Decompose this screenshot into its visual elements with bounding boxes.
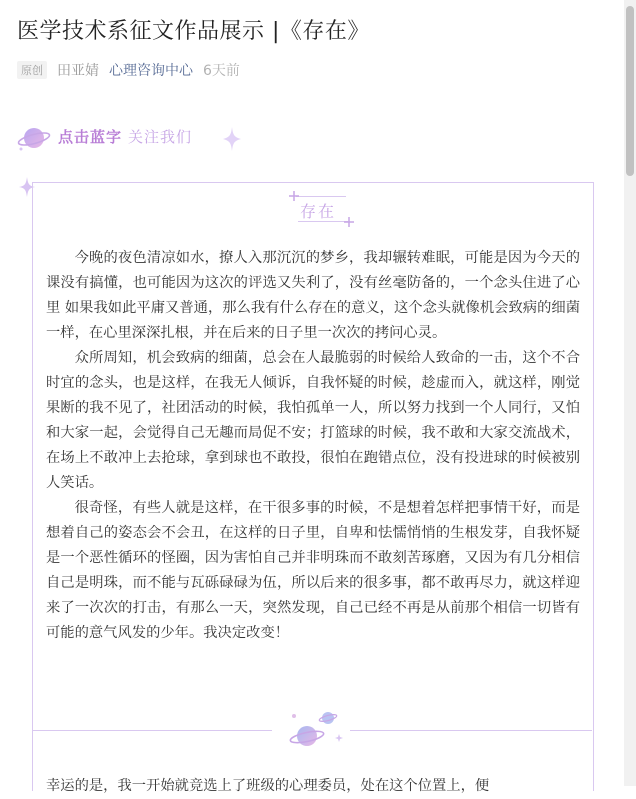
planets-decoration-icon: [283, 708, 347, 752]
follow-us-text[interactable]: 关注我们: [128, 128, 193, 146]
original-badge: 原创: [17, 61, 47, 79]
section-caption: [290, 193, 356, 227]
next-paragraph: 幸运的是，我一开始就竞选上了班级的心理委员，处在这个位置上，便: [46, 778, 490, 794]
follow-text[interactable]: [58, 126, 192, 147]
caption-line-bottom: [298, 221, 348, 222]
article-title: 医学技术系征文作品展示 |《存在》: [17, 19, 370, 44]
divider-line: [350, 730, 592, 731]
scrollbar-thumb[interactable]: [626, 6, 634, 176]
scrollbar[interactable]: [624, 0, 636, 786]
publish-time: 6天前: [203, 63, 240, 79]
paragraph: 今晚的夜色清凉如水，撩人入那沉沉的梦乡，我却辗转难眠，可能是因为今天的课没有搞懂，也可能因为这次的评选又失利了，没有丝毫防备的，一个念头住进了心里 如果我如此平庸又普通，那么我有什么存在的意义，这个念头就像机会致病的细菌一样，在心里深深扎根，并在后来的日子里一次次的拷问心灵。: [46, 250, 580, 341]
caption-text: 存在: [300, 202, 337, 221]
paragraph: 很奇怪，有些人就是这样，在干很多事的时候，不是想着怎样把事情干好，而是想着自己的姿态会不会丑，在这样的日子里，自卑和怯懦悄悄的生根发芽，自我怀疑是一个恶性循环的怪圈，因为害怕自己并非明珠而不敢刻苦琢磨，又因为有几分相信自己是明珠，而不能与瓦砾碌碌为伍，所以后来的很多事，都不敢再尽力，就这样迎来了一次次的打击，有那么一天，突然发现，自己已经不再是从前那个相信一切皆有可能的意气风发的少年。我决定改变！: [46, 500, 580, 641]
sparkle-icon: [222, 126, 242, 152]
article-body: [46, 246, 580, 646]
plus-icon: [344, 217, 354, 227]
account-link[interactable]: 心理咨询中心: [109, 63, 193, 79]
planet-icon: [17, 122, 53, 156]
click-blue-text[interactable]: 点击蓝字: [58, 128, 123, 146]
caption-line-top: [296, 196, 346, 197]
article-meta: [17, 60, 240, 80]
author-name: 田亚婧: [57, 63, 99, 79]
paragraph: 众所周知，机会致病的细菌，总会在人最脆弱的时候给人致命的一击，这个不合时宜的念头，也是这样，在我无人倾诉，自我怀疑的时候，趁虚而入，就这样，刚觉果断的我不见了，社团活动的时候，我怕孤单一人，所以努力找到一个人同行，又怕和大家一起，会觉得自己无趣而局促不安；打篮球的时候，我不敢和大家交流战术，在场上不敢冲上去抢球，拿到球也不敢投，很怕在跑错点位，没有投进球的时候被别人笑话。: [46, 350, 580, 491]
plus-icon: [289, 191, 299, 201]
follow-banner[interactable]: [17, 118, 247, 158]
divider-line: [32, 730, 272, 731]
